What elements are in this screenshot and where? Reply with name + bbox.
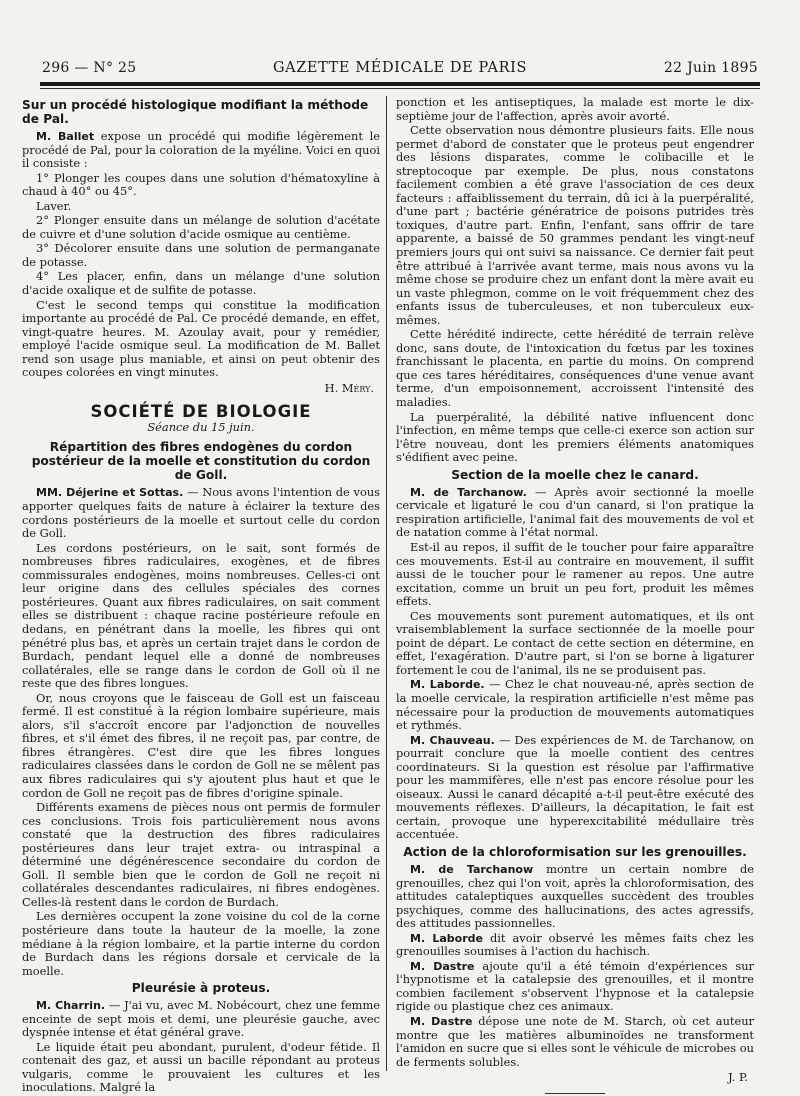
paragraph: Le liquide était peu abondant, purulent, d'odeur fétide. Il contenait des gaz, et aussi un bacille répondant au proteus vulgaris, comme le prouvaient les cultures et les inoculations. Malgré la: [22, 1039, 380, 1095]
pleuresie-section-title: Pleurésie à proteus.: [131, 981, 271, 996]
author-signature: J. P.: [728, 1070, 748, 1085]
paragraph: [22, 999, 380, 1040]
paragraph: ponction et les antiseptiques, la malade est morte le dix-septième jour de l'affection, après avoir avorté.: [396, 95, 754, 123]
paragraph: [396, 1015, 754, 1069]
paragraph: Cette observation nous démontre plusieurs faits. Elle nous permet d'abord de constater que le proteus peut engendrer des lésions disparates, comme le colibacille et le streptocoque par exemple. De plus, nous constatons facilement combien a été grave l'association de ces deux facteurs : affaiblissement du terrain, dû ici à la puerpéralité, d'une part ; bactérie génératrice de poisons putrides très toxiques, d'autre part. Enfin, l'enfant, sans offrir de tare apparente, a baissé de 50 grammes pendant les vingt-neuf premiers jours qui ont suivi sa naissance. Ce dernier fait peut être attribué à l'arrivée avant terme, mais nous avons vu la même chose se produire chez un enfant dont la mère avait eu un vaste phlegmon, comme on le voit fréquemment chez des enfants issus de tuberculeuses, et non tuberculeux eux-mêmes.: [396, 123, 754, 327]
speaker-name: M. Dastre: [410, 959, 475, 973]
speaker-name: MM. Déjerine et Sottas.: [36, 486, 184, 500]
paragraph-text: — Des expériences de M. de Tarchanow, on pourrait conclure que la moelle contient des centres coordinateurs. Si la question est résolue par l'affirmative pour les mammifères, elle n'est pas encore résolue pour les oiseaux. Aussi le canard décapité a-t-il peut-être exécuté des mouvements réflexes. D'ailleurs, la décapitation, le fait est certain, provoque une hyperexcitabilité médullaire très accentuée.: [396, 732, 754, 842]
paragraph: [396, 486, 754, 540]
moelle-section-title: Section de la moelle chez le canard.: [451, 467, 699, 482]
session-date: Séance du 15 juin.: [147, 419, 255, 434]
paragraph: Cette hérédité indirecte, cette hérédité de terrain relève donc, sans doute, de l'intoxication du fœtus par les toxines franchissant le placenta, en partie du moins. On comprend que ces tares héréditaires, conséquences d'une venue avant terme, d'un empoisonnement, accroissent l'intensité des maladies.: [396, 327, 754, 410]
end-rule: [545, 1093, 605, 1094]
paragraph-text: dit avoir observé les mêmes faits chez les grenouilles soumises à l'action du hachisch.: [396, 930, 754, 959]
paragraph-text: expose un procédé qui modifie légèrement le procédé de Pal, pour la coloration de la myéline. Voici en quoi il consiste :: [22, 129, 380, 171]
paragraph-text: dépose une note de M. Starch, où cet auteur montre que les matières albuminoïdes ne transforment l'amidon en sucre que si elles sont le véhicule de microbes ou de ferments solubles.: [396, 1014, 755, 1069]
speaker-name: M. Ballet: [36, 130, 95, 143]
chloro-section-title: Action de la chloroformisation sur les grenouilles.: [403, 844, 747, 859]
paragraph: [396, 734, 754, 842]
page-number: 296 — N° 25: [42, 60, 137, 76]
paragraph: [22, 130, 380, 171]
paragraph: Or, nous croyons que le faisceau de Goll est un faisceau fermé. Il est constitué à la région lombaire supérieure, mais alors, s'il s'accroît encore par l'adjonction de nouvelles fibres, et s'il émet des fibres, il ne reçoit pas, par contre, de fibres étrangères. C'est dire que les fibres longues radiculaires classées dans le cordon de Goll ne se mêlent pas aux fibres radiculaires qui s'y ajoutent plus haut et que le cordon de Goll ne reçoit pas de fibres d'origine spinale.: [22, 690, 380, 800]
paragraph: [396, 863, 754, 931]
society-heading: SOCIÉTÉ DE BIOLOGIE: [90, 402, 312, 422]
speaker-name: M. de Tarchanow: [410, 862, 534, 876]
header-rule-thick: [40, 82, 760, 86]
pal-section-title: Sur un procédé histologique modifiant la méthode de Pal.: [22, 98, 369, 126]
paragraph: Est-il au repos, il suffit de le toucher pour faire apparaître ces mouvements. Est-il au contraire en mouvement, il suffit aussi de le toucher pour le ramener au repos. Une autre excitation, comme un bruit un peu fort, produit les mêmes effets.: [396, 539, 754, 609]
paragraph: C'est le second temps qui constitue la modification importante au procédé de Pal. Ce procédé demande, en effet, vingt-quatre heures. M. Azoulay avait, pour y remédier, employé l'acide osmique seul. La modification de M. Ballet rend son usage plus maniable, et ainsi on peut obtenir des coupes colorées en vingt minutes.: [22, 297, 380, 380]
speaker-name: M. Charrin.: [36, 999, 106, 1013]
paragraph-text: — J'ai vu, avec M. Nobécourt, chez une femme enceinte de sept mois et demi, une pleurésie gauche, avec dyspnée intense et état général grave.: [22, 998, 380, 1040]
speaker-name: M. Chauveau.: [410, 733, 495, 747]
journal-title: GAZETTE MÉDICALE DE PARIS: [273, 60, 527, 76]
paragraph: Ces mouvements sont purement automatiques, et ils ont vraisemblablement la surface sectionnée de la moelle pour point de départ. Le contact de cette section en détermine, en effet, l'exagération. D'autre part, si l'on se borne à ligaturer fortement le cou de l'animal, ils ne se produisent pas.: [396, 608, 754, 677]
header-rule-thin: [40, 88, 760, 89]
speaker-name: M. Laborde.: [410, 678, 485, 692]
running-header: [42, 60, 758, 80]
procedure-step: 1° Plonger les coupes dans une solution d'hématoxyline à chaud à 40° ou 45°.: [22, 170, 380, 199]
paragraph: Les cordons postérieurs, on le sait, sont formés de nombreuses fibres radiculaires, exogènes, et de fibres commissurales endogènes, moins nombreuses. Celles-ci ont leur origine dans des cellules spéciales des cornes postérieures. Quant aux fibres radiculaires, on sait comment elles se distribuent : chaque racine postérieure refoule en dedans, en pénétrant dans la moelle, les fibres qui ont pénétré plus bas, et après un certain trajet dans le cordon de Burdach, pendant lequel elle a donné de nombreuses collatérales, elle se range dans le cordon de Goll où il ne reste que des fibres longues.: [22, 540, 380, 691]
paragraph: [396, 932, 754, 959]
right-column: [396, 96, 754, 1094]
column-divider: [386, 96, 387, 1071]
left-column: [22, 96, 380, 1096]
paragraph: Les dernières occupent la zone voisine du col de la corne postérieure dans toute la hauteur de la moelle, la zone médiane à la région lombaire, et la partie interne du cordon de Burdach dans les régions dorsale et cervicale de la moelle.: [22, 909, 380, 978]
issue-date: 22 Juin 1895: [663, 60, 758, 76]
procedure-step: 3° Décolorer ensuite dans une solution de permanganate de potasse.: [22, 241, 380, 269]
paragraph: Différents examens de pièces nous ont permis de formuler ces conclusions. Trois fois particulièrement nous avons constaté que la destruction des fibres radiculaires postérieures dans leur trajet extra- ou intraspinal a déterminé une dégénérescence secondaire du cordon de Goll. Il semble bien que le cordon de Goll ne reçoit ni collatérales descendantes radiculaires, ni fibres endogènes. Celles-là restent dans le cordon de Burdach.: [22, 800, 380, 909]
paragraph-text: ajoute qu'il a été témoin d'expériences sur l'hypnotisme et la catalepsie des grenouilles, et il montre combien facilement s'observent l'hypnose et la catalepsie rigide ou plastique chez ces animaux.: [396, 958, 754, 1014]
paragraph-text: — Après avoir sectionné la moelle cervicale et ligaturé le cou d'un canard, si l'on pratique la respiration artificielle, l'animal fait des mouvements de vol et de natation comme à l'état normal.: [396, 484, 755, 540]
procedure-step: 4° Les placer, enfin, dans un mélange d'une solution d'acide oxalique et de sulfite de potasse.: [22, 269, 380, 298]
paragraph-text: — Chez le chat nouveau-né, après section de la moelle cervicale, la respiration artificielle n'est même pas nécessaire pour la production de mouvements automatiques et rythmés.: [396, 677, 754, 733]
paragraph: [22, 486, 380, 540]
goll-section-title: Répartition des fibres endogènes du cordon postérieur de la moelle et constitution du cordon de Goll.: [31, 440, 371, 483]
paragraph: [396, 678, 754, 732]
paragraph: [396, 960, 754, 1014]
speaker-name: M. de Tarchanow.: [410, 485, 527, 499]
author-signature: H. Méry.: [324, 380, 374, 395]
procedure-step: 2° Plonger ensuite dans un mélange de solution d'acétate de cuivre et d'une solution d'acide osmique au centième.: [22, 213, 380, 241]
paragraph-text: — Nous avons l'intention de vous apporter quelques faits de nature à éclairer la texture des cordons postérieurs de la moelle et surtout celle du cordon de Goll.: [22, 485, 380, 541]
speaker-name: M. Dastre: [410, 1015, 473, 1028]
speaker-name: M. Laborde: [410, 931, 483, 945]
paragraph-text: montre un certain nombre de grenouilles, chez qui l'on voit, après la chloroformisation, des attitudes cataleptiques auxquelles succèdent des troubles psychiques, comme des hallucinations, des actes agressifs, des attitudes passionnelles.: [396, 861, 754, 931]
procedure-step: Laver.: [36, 198, 72, 213]
paragraph: La puerpéralité, la débilité native influencent donc l'infection, en même temps que celle-ci exerce son action sur l'être nouveau, dont les premiers éléments anatomiques s'édifient avec peine.: [396, 409, 754, 465]
